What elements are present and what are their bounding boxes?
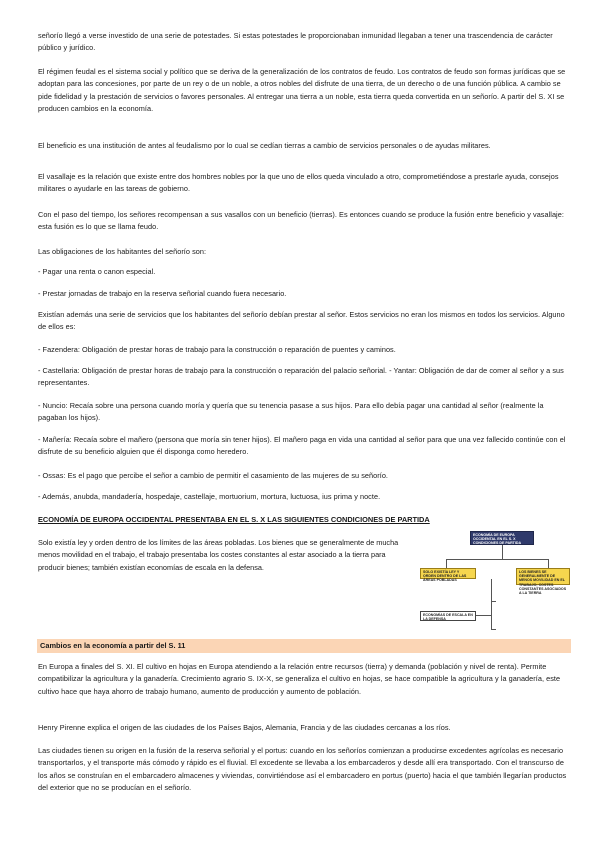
list-item-renta: - Pagar una renta o canon especial. (38, 267, 156, 276)
intro-paragraph: Solo existía ley y orden dentro de los límites de las áreas pobladas. Los bienes que se generalmente de mucha menos movilidad en el trabajo, el trabajo presentaba los costes constantes al estar asociado a la tierra para producir bienes; también existían economías de escala en la defensa. (38, 538, 399, 572)
diagram-connector (502, 545, 503, 559)
diagram-left-box: SOLO EXISTÍA LEY Y ORDEN DENTRO DE LAS ÁREAS POBLADAS (420, 568, 476, 579)
diagram-connector (491, 629, 496, 630)
list-item-jornadas: - Prestar jornadas de trabajo en la reserva señorial cuando fuera necesario. (38, 289, 287, 298)
list-item-maneria: - Mañería: Recaía sobre el mañero (persona que moría sin tener hijos). El mañero paga en vida una cantidad al señor para que una vez fallecido continúe con el disfrute de su beneficio alguien que él disponga como heredero. (38, 435, 566, 457)
paragraph-servicios: Existían además una serie de servicios que los habitantes del señorío debían prestar al señor. Estos servicios no eran los mismos en todos los servicios. Alguno de ellos es: (38, 310, 565, 332)
paragraph-cultivo: En Europa a finales del S. XI. El cultivo en hojas en Europa atendiendo a la relación entre recursos (tierra) y demanda (población y nivel de renta). Permite compatibilizar la agricultura y la ganadería. Crecimiento agrario S. IX-X, se generaliza el cultivo en hojas, se hace compatible la agricultura y la ganadería, este cultivo hace que haya ahorro de trabajo humano, aumento de producción y aumento de población. (38, 662, 561, 696)
paragraph-obligaciones: Las obligaciones de los habitantes del señorío son: (38, 247, 207, 256)
paragraph-feudo: Con el paso del tiempo, los señores recompensan a sus vasallos con un beneficio (tierras). Es entonces cuando se produce la fusión entre beneficio y vasallaje: esta fusión es lo que se llama feudo. (38, 210, 564, 232)
diagram-connector (491, 601, 496, 602)
diagram-connector (446, 559, 447, 568)
diagram-top-box: ECONOMÍA DE EUROPA OCCIDENTAL EN EL S. X CONDICIONES DE PARTIDA (470, 531, 534, 545)
list-item-ademas: - Además, anubda, mandadería, hospedaje, castellaje, mortuorium, mortura, luctuosa, ius prima y nocte. (38, 492, 381, 501)
diagram-connector (476, 615, 491, 616)
paragraph-regimen-feudal: El régimen feudal es el sistema social y político que se deriva de la generalización de los contratos de feudo. Los contratos de feudo son formas jurídicas que se adoptan para las concesiones, por parte de un rey o de un noble, a otros nobles del disfrute de una tierra, de un derecho o de una función pública. A cambio se pide fidelidad y la prestación de servicios o favores personales. Al entregar una tierra a un noble, esta tierra queda convertida en un señorío. A partir del S. XI se producen cambios en la economía. (38, 67, 566, 114)
paragraph-ciudades: Las ciudades tienen su origen en la fusión de la reserva señorial y el portus: cuando en los señoríos comienzan a producirse excedentes agrícolas es necesario transportarlos, y el transporte más cómodo y rápido es el fluvial. El excedente se llevaba a los embarcaderos y desde allí era transportado. Con el transcurso de los años se construían en el embarcadero almacenes y viviendas, convirtiéndose así el embarcadero en portus (puerto) hacia el que también llegarían productos del exterior que no se producían en el señorío. (38, 746, 567, 793)
diagram-connector (491, 579, 492, 629)
concept-diagram (418, 527, 570, 635)
paragraph-beneficio: El beneficio es una institución de antes al feudalismo por lo cual se cedían tierras a cambio de servicios personales o de ayudas militares. (38, 141, 491, 150)
section-band (37, 639, 571, 653)
list-item-castellaria: - Castellaria: Obligación de prestar horas de trabajo para la construcción o reparación del palacio señorial. - Yantar: Obligación de dar de comer al señor y a sus representantes. (38, 366, 564, 388)
diagram-right-box: LOS BIENES SE GENERALMENTE DE MENOS MOVILIDAD EN EL TRABAJO; COSTES CONSTANTES ASOCIADOS A LA TIERRA (516, 568, 570, 585)
list-item-nuncio: - Nuncio: Recaía sobre una persona cuando moría y quería que su tenencia pasase a sus hijos. Para ello debía pagar una cantidad al señor (realmente la pagaban los hijos). (38, 401, 544, 423)
diagram-connector (548, 559, 549, 568)
list-item-fazendera: - Fazendera: Obligación de prestar horas de trabajo para la construcción o reparación de puentes y caminos. (38, 345, 396, 354)
diagram-bottom-left-box: ECONOMÍAS DE ESCALA EN LA DEFENSA (420, 611, 476, 621)
paragraph-senorio: señorío llegó a verse investido de una serie de potestades. Si estas potestades le proporcionaban inmunidad llegaban a tener una trascendencia de carácter público y jurídico. (38, 31, 553, 53)
diagram-connector (446, 559, 548, 560)
paragraph-pirenne: Henry Pirenne explica el origen de las ciudades de los Países Bajos, Alemania, Francia y de las ciudades cercanas a los ríos. (38, 723, 451, 732)
list-item-ossas: - Ossas: Es el pago que percibe el señor a cambio de permitir el casamiento de las mujeres de su señorío. (38, 471, 388, 480)
paragraph-vasallaje: El vasallaje es la relación que existe entre dos hombres nobles por la que uno de ellos queda vinculado a otro, comprometiéndose a prestarle ayuda, consejos militares o ayudarle en las tareas de gobierno. (38, 172, 559, 194)
band-heading: Cambios en la economía a partir del S. 11 (40, 641, 186, 650)
section-heading: ECONOMÍA DE EUROPA OCCIDENTAL PRESENTABA EN EL S. X LAS SIGUIENTES CONDICIONES DE PARTIDA (38, 515, 430, 524)
